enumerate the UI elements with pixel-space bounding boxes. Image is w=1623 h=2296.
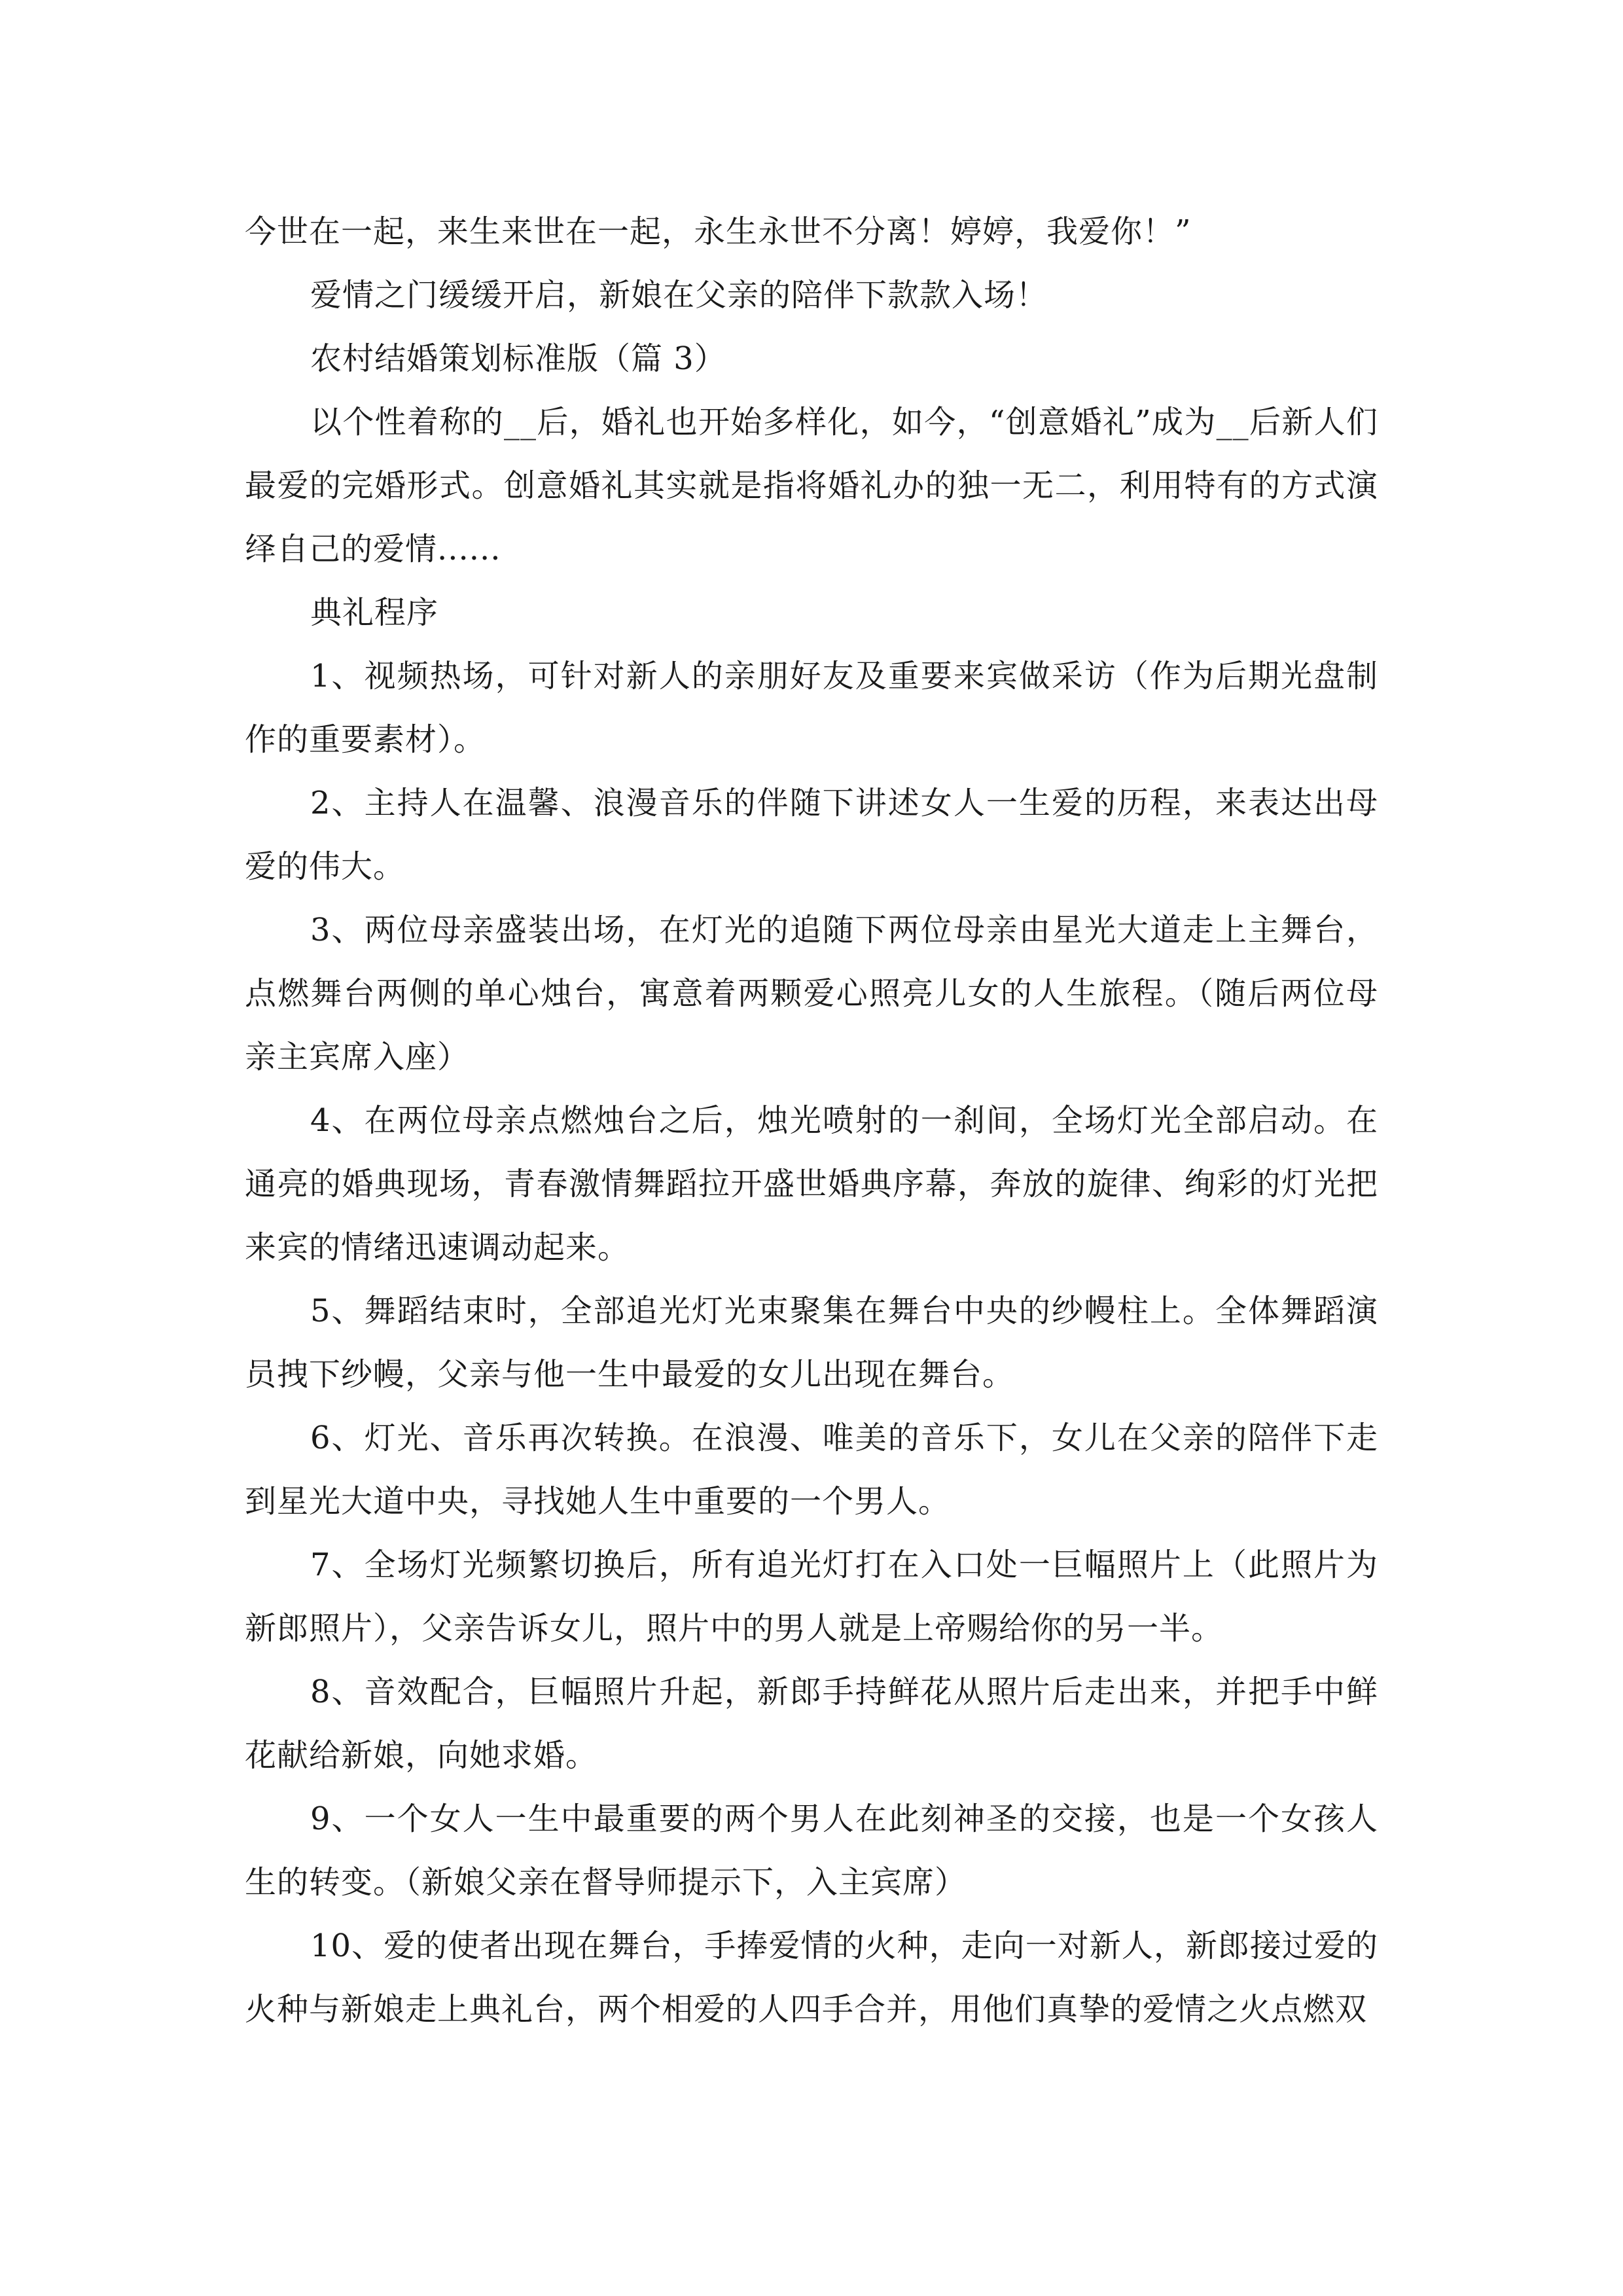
list-item: 1、视频热场，可针对新人的亲朋好友及重要来宾做采访（作为后期光盘制作的重要素材）。 bbox=[245, 658, 1378, 758]
list-item: 4、在两位母亲点燃烛台之后，烛光喷射的一刹间，全场灯光全部启动。在通亮的婚典现场，青春激情舞蹈拉开盛世婚典序幕，奔放的旋律、绚彩的灯光把来宾的情绪迅速调动起来。 bbox=[245, 1102, 1378, 1266]
list-item: 7、全场灯光频繁切换后，所有追光灯打在入口处一巨幅照片上（此照片为新郎照片），父亲告诉女儿，照片中的男人就是上帝赐给你的另一半。 bbox=[245, 1547, 1378, 1647]
list-item: 5、舞蹈结束时，全部追光灯光束聚集在舞台中央的纱幔柱上。全体舞蹈演员拽下纱幔，父亲与他一生中最爱的女儿出现在舞台。 bbox=[245, 1293, 1378, 1393]
list-item: 9、一个女人一生中最重要的两个男人在此刻神圣的交接，也是一个女孩人生的转变。（新娘父亲在督导师提示下，入主宾席） bbox=[245, 1801, 1378, 1901]
list-item: 3、两位母亲盛装出场，在灯光的追随下两位母亲由星光大道走上主舞台，点燃舞台两侧的单心烛台，寓意着两颗爱心照亮儿女的人生旅程。（随后两位母亲主宾席入座） bbox=[245, 912, 1378, 1075]
list-item: 6、灯光、音乐再次转换。在浪漫、唯美的音乐下，女儿在父亲的陪伴下走到星光大道中央，寻找她人生中重要的一个男人。 bbox=[245, 1420, 1378, 1520]
document-body bbox=[245, 200, 1378, 2041]
list-item: 2、主持人在温馨、浪漫音乐的伴随下讲述女人一生爱的历程，来表达出母爱的伟大。 bbox=[245, 785, 1378, 885]
section-heading: 典礼程序 bbox=[310, 594, 439, 631]
paragraph: 爱情之门缓缓开启，新娘在父亲的陪伴下款款入场！ bbox=[310, 277, 1048, 314]
list-item: 8、音效配合，巨幅照片升起，新郎手持鲜花从照片后走出来，并把手中鲜花献给新娘，向她求婚。 bbox=[245, 1674, 1378, 1774]
list-item: 10、爱的使者出现在舞台，手捧爱情的火种，走向一对新人，新郎接过爱的火种与新娘走上典礼台，两个相爱的人四手合并，用他们真挚的爱情之火点燃双 bbox=[245, 1928, 1378, 2028]
paragraph: 今世在一起，来生来世在一起，永生永世不分离！婷婷，我爱你！” bbox=[245, 213, 1192, 250]
paragraph: 以个性着称的__后，婚礼也开始多样化，如今，“创意婚礼”成为__后新人们最爱的完婚形式。创意婚礼其实就是指将婚礼办的独一无二，利用特有的方式演绎自己的爱情...... bbox=[245, 404, 1378, 567]
section-heading: 农村结婚策划标准版（篇 3） bbox=[310, 340, 726, 377]
